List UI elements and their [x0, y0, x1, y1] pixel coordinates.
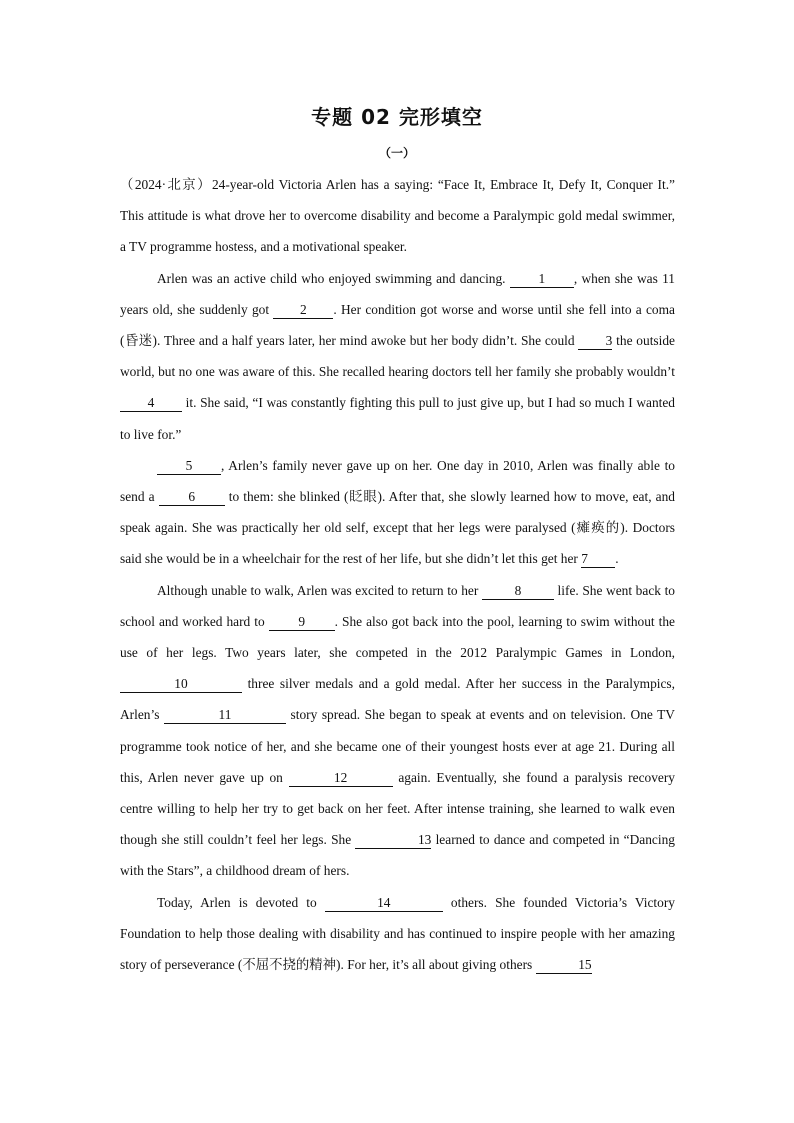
blank-14[interactable]: 14 — [325, 895, 443, 912]
paragraph-1-text: （2024·北京）24-year-old Victoria Arlen has a saying: “Face It, Embrace It, Defy It, Conquer It.” This attitude is what drove her to overcome disability and become a Paralympic gold medal swimmer, a TV programme hostess, and a motivational speaker. — [120, 177, 675, 255]
blank-12[interactable]: 12 — [289, 770, 393, 787]
paragraph-2 — [120, 263, 675, 450]
paragraph-3-text-a: , Arlen’s family never gave up on her. One day in 2010, Arlen was finally able to send a — [120, 457, 675, 505]
paragraph-2-text-b: , when she was 11 years old, she suddenly got — [120, 270, 675, 317]
blank-13[interactable]: 13 — [355, 832, 431, 849]
blank-5[interactable]: 5 — [157, 458, 221, 475]
blank-7[interactable]: 7 — [581, 551, 615, 568]
paragraph-2-text-d: the outside world, but no one was aware of this. She recalled hearing doctors tell her family she probably wouldn’t — [120, 333, 675, 380]
paragraph-3-text-b: to them: she blinked (眨眼). After that, she slowly learned how to move, eat, and speak again. She was practically her old self, except that her legs were paralysed (瘫痪的). Doctors said she would be in a wheelchair for the rest of her life, but she didn’t let this get her — [120, 489, 675, 567]
section-number: （一） — [378, 146, 415, 160]
paragraph-3 — [120, 450, 675, 575]
paragraph-4-text-d: three silver medals and a gold medal. After her success in the Paralympics, Arlen’s — [120, 676, 675, 723]
paragraph-2-text-a: Arlen was an active child who enjoyed swimming and dancing. — [157, 270, 510, 286]
paragraph-5-text-b: others. She founded Victoria’s Victory Foundation to help those dealing with disability and has continued to inspire people with her amazing story of perseverance (不屈不挠的精神). For her, it’s all about giving others — [120, 894, 675, 973]
paragraph-4-text-a: Although unable to walk, Arlen was excited to return to her — [157, 582, 482, 598]
paragraph-4-text-g: learned to dance and competed in “Dancing with the Stars”, a childhood dream of hers. — [120, 832, 675, 879]
blank-10[interactable]: 10 — [120, 676, 242, 693]
blank-3[interactable]: 3 — [578, 333, 612, 350]
blank-4[interactable]: 4 — [120, 395, 182, 412]
paragraph-5 — [120, 887, 675, 981]
blank-8[interactable]: 8 — [482, 583, 554, 600]
blank-15[interactable]: 15 — [536, 957, 592, 974]
paragraph-4-text-f: again. Eventually, she found a paralysis recovery centre willing to help her try to get back on her feet. After intense training, she learned to walk even though she still couldn’t feel her legs. She — [120, 769, 676, 848]
paragraph-5-text-a: Today, Arlen is devoted to — [157, 894, 325, 910]
paragraph-2-text-e: it. She said, “I was constantly fighting this pull to just give up, but I had so much I wanted to live for.” — [120, 395, 675, 442]
paragraph-4-text-b: life. She went back to school and worked hard to — [120, 582, 675, 629]
cloze-passage — [120, 169, 675, 980]
blank-2[interactable]: 2 — [273, 302, 333, 319]
paragraph-4-text-e: story spread. She began to speak at events and on television. One TV programme took notice of her, and she became one of their youngest hosts ever at age 21. During all this, Arlen never gave up on — [120, 707, 675, 785]
paragraph-1 — [120, 169, 675, 263]
paragraph-4-text-c: . She also got back into the pool, learning to swim without the use of her legs. Two years later, she competed in the 2012 Paralympic Games in London, — [120, 613, 675, 661]
blank-9[interactable]: 9 — [269, 614, 335, 631]
blank-11[interactable]: 11 — [164, 707, 286, 724]
paragraph-2-text-c: . Her condition got worse and worse until she fell into a coma (昏迷). Three and a half years later, her mind awoke but her body didn’t. She could — [120, 301, 675, 349]
blank-6[interactable]: 6 — [159, 489, 225, 506]
paragraph-4 — [120, 575, 675, 887]
paragraph-3-text-c: . — [615, 551, 619, 567]
blank-1[interactable]: 1 — [510, 271, 574, 288]
page-title: 专题 02 完形填空 — [311, 105, 483, 129]
